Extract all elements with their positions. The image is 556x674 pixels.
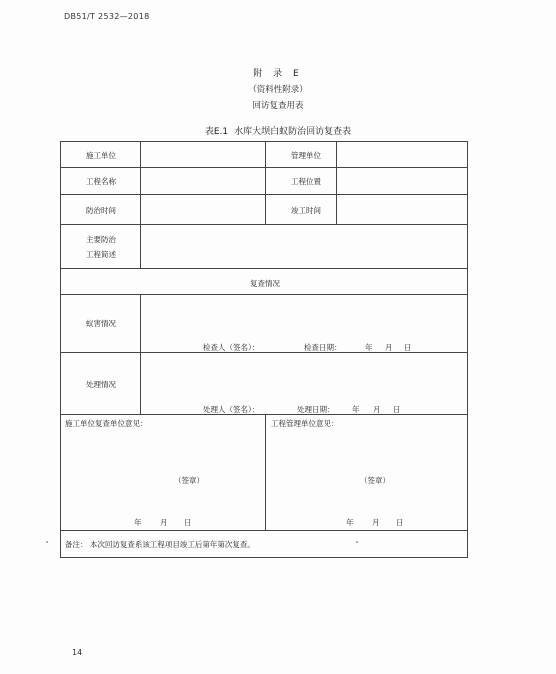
date-day: 日 <box>396 518 404 527</box>
date-month: 月 <box>160 518 168 527</box>
label-damage-status: 蚁害情况 <box>86 319 116 328</box>
date-year: 年 <box>352 405 360 414</box>
seal-management: （签章） <box>360 476 390 485</box>
table-number: 表E.1 <box>204 127 229 137</box>
label-management-opinion: 工程管理单位意见： <box>271 419 339 428</box>
table-col-divider <box>265 414 266 530</box>
label-summary-line1: 主要防治 <box>86 235 116 244</box>
date-day: 日 <box>393 405 401 414</box>
table-col-divider <box>265 141 266 224</box>
scan-speck <box>46 541 48 543</box>
table-border-bottom <box>60 557 468 558</box>
label-completion-time: 竣工时间 <box>291 206 321 215</box>
label-management-unit: 管理单位 <box>291 151 321 160</box>
date-month: 月 <box>372 518 380 527</box>
table-row-divider <box>60 167 468 168</box>
label-project-name: 工程名称 <box>86 177 116 186</box>
date-month: 月 <box>385 343 393 352</box>
date-year: 年 <box>365 343 373 352</box>
table-title: 水库大坝白蚁防治回访复查表 <box>234 127 352 137</box>
table-border-right <box>467 141 468 558</box>
label-construction-unit: 施工单位 <box>86 151 116 160</box>
appendix-name: 回访复查用表 <box>252 101 304 111</box>
date-day: 日 <box>404 343 412 352</box>
label-handler: 处理人（签名）： <box>203 405 260 414</box>
seal-construction: （签章） <box>174 476 204 485</box>
appendix-title: 附 录 E <box>253 69 303 79</box>
label-project-location: 工程位置 <box>291 177 321 186</box>
table-row-divider <box>60 294 468 295</box>
label-review-status: 复查情况 <box>250 279 280 288</box>
table-row-divider <box>60 224 468 225</box>
label-construction-opinion: 施工单位复查单位意见： <box>65 419 148 428</box>
date-day: 日 <box>184 518 192 527</box>
date-year: 年 <box>134 518 142 527</box>
scan-speck <box>356 541 358 543</box>
label-summary-line2: 工程简述 <box>86 250 116 259</box>
table-border-top <box>60 141 468 142</box>
table-row-divider <box>60 194 468 195</box>
page-number: 14 <box>72 648 83 657</box>
label-handling-date: 处理日期： <box>297 405 335 414</box>
table-row-divider <box>60 414 468 415</box>
date-month: 月 <box>373 405 381 414</box>
table-col-divider <box>140 294 141 414</box>
label-treatment-time: 防治时间 <box>86 206 116 215</box>
label-inspection-date: 检查日期： <box>304 343 342 352</box>
note-text: 备注： 本次回访复查系该工程项目竣工后第年第次复查。 <box>65 540 255 549</box>
standard-number: DB51/T 2532—2018 <box>64 12 150 21</box>
table-col-divider <box>140 141 141 268</box>
table-row-divider <box>60 530 468 531</box>
label-handling-status: 处理情况 <box>86 380 116 389</box>
table-col-divider <box>336 141 337 224</box>
appendix-nature: （资料性附录） <box>248 85 308 95</box>
label-inspector: 检查人（签名）： <box>203 343 260 352</box>
date-year: 年 <box>346 518 354 527</box>
table-border-left <box>60 141 61 558</box>
table-row-divider <box>60 268 468 269</box>
